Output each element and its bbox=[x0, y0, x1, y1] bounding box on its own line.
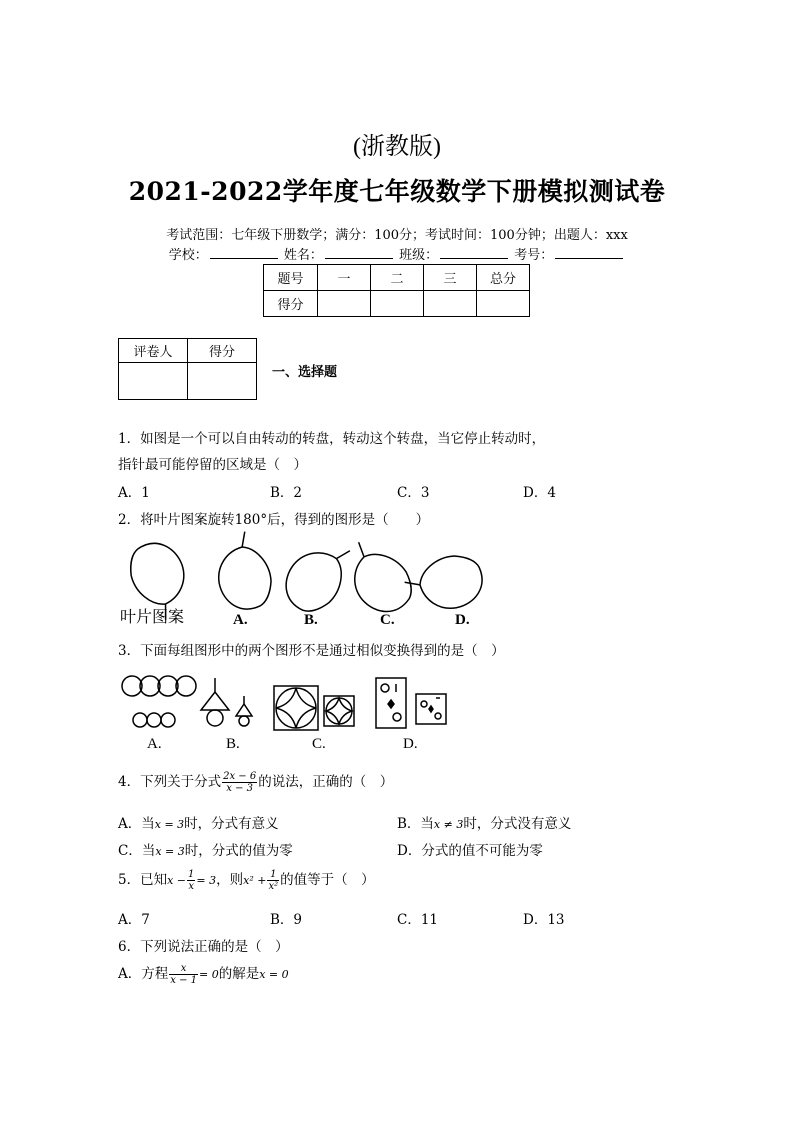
q5-expr2-left: x² + bbox=[243, 874, 267, 887]
q3-label-a[interactable]: A. bbox=[147, 736, 162, 752]
q5-frac2 bbox=[267, 869, 279, 892]
q5-option-d[interactable]: D．13 bbox=[523, 912, 565, 928]
school-label: 学校： bbox=[168, 248, 208, 263]
square-arcs-icon bbox=[274, 686, 354, 730]
q5-option-b[interactable]: B．9 bbox=[270, 912, 303, 928]
q4-stem-after: 的说法，正确的（ ） bbox=[258, 774, 394, 790]
student-info-line bbox=[0, 244, 794, 263]
score-cell[interactable] bbox=[371, 291, 424, 317]
q4-opt-a-post: 时，分式有意义 bbox=[184, 816, 279, 832]
q4-fraction bbox=[222, 771, 257, 794]
q4-opt-c-pre: C．当 bbox=[118, 843, 156, 859]
q5-option-c[interactable]: C．11 bbox=[397, 912, 439, 928]
q6-option-a[interactable] bbox=[118, 962, 289, 986]
question-1-line2: 指针最可能停留的区域是（ ） bbox=[118, 457, 307, 473]
q1-option-b[interactable]: B．2 bbox=[270, 485, 303, 501]
section-title: 一、选择题 bbox=[272, 365, 338, 380]
school-blank[interactable] bbox=[210, 246, 278, 259]
leaf-figure-caption: 叶片图案 bbox=[120, 609, 185, 626]
q5-frac1-num: 1 bbox=[188, 869, 195, 880]
q5-stem-post: 的值等于（ ） bbox=[280, 872, 375, 888]
q2-label-b[interactable]: B. bbox=[304, 612, 318, 628]
q5-frac1 bbox=[187, 869, 195, 892]
q6-opt-a-pre: A．方程 bbox=[118, 966, 169, 982]
score-cell[interactable] bbox=[477, 291, 530, 317]
score-table bbox=[263, 264, 530, 317]
grader-cell[interactable] bbox=[188, 363, 257, 400]
q3-label-b[interactable]: B. bbox=[226, 736, 240, 752]
score-header-cell: 题号 bbox=[264, 265, 318, 291]
q4-opt-c-post: 时，分式的值为零 bbox=[184, 843, 293, 859]
q4-frac-num: 2x − 6 bbox=[223, 771, 257, 782]
q4-opt-a-pre: A．当 bbox=[118, 816, 155, 832]
q4-opt-c-math: x = 3 bbox=[155, 845, 185, 858]
q6-opt-a-mid: 的解是 bbox=[218, 966, 260, 982]
q4-option-d[interactable]: D．分式的值不可能为零 bbox=[397, 843, 543, 859]
question-2-stem: 2．将叶片图案旋转180°后，得到的图形是（ ） bbox=[118, 512, 430, 528]
q5-frac1-den: x bbox=[188, 881, 195, 892]
q6-opt-a-sol: x = 0 bbox=[259, 968, 289, 981]
score-header-cell: 一 bbox=[318, 265, 371, 291]
q6-frac bbox=[169, 963, 198, 986]
q5-expr1-left: x − bbox=[167, 874, 187, 887]
question-5-stem bbox=[118, 868, 375, 892]
q4-frac-den: x − 3 bbox=[226, 783, 254, 794]
name-label: 姓名： bbox=[283, 248, 323, 263]
q4-opt-b-math: x ≠ 3 bbox=[433, 818, 464, 831]
q5-option-a[interactable]: A．7 bbox=[118, 912, 150, 928]
q1-option-c[interactable]: C．3 bbox=[397, 485, 430, 501]
q4-option-b[interactable] bbox=[397, 812, 571, 832]
q4-opt-b-pre: B．当 bbox=[397, 816, 434, 832]
similarity-figures bbox=[118, 672, 458, 738]
page-title: 2021-2022学年度七年级数学下册模拟测试卷 bbox=[128, 177, 666, 206]
score-header-cell: 总分 bbox=[477, 265, 530, 291]
q5-stem-pre: 5．已知 bbox=[118, 872, 168, 888]
q6-frac-num: x bbox=[169, 963, 198, 975]
rings-icon bbox=[122, 676, 196, 727]
grader-header-cell: 得分 bbox=[188, 339, 257, 363]
q5-frac2-num: 1 bbox=[267, 869, 279, 881]
question-3-stem: 3．下面每组图形中的两个图形不是通过相似变换得到的是（ ） bbox=[118, 643, 505, 659]
leaf-option-d-icon bbox=[404, 544, 492, 625]
triangle-circle-icon bbox=[201, 678, 252, 726]
q3-label-d[interactable]: D. bbox=[403, 736, 418, 752]
exam-number-label: 考号： bbox=[514, 248, 554, 263]
q4-opt-b-post: 时，分式没有意义 bbox=[463, 816, 572, 832]
q2-label-a[interactable]: A. bbox=[233, 612, 248, 628]
score-row-label: 得分 bbox=[264, 291, 318, 317]
name-blank[interactable] bbox=[325, 246, 393, 259]
class-label: 班级： bbox=[399, 248, 439, 263]
q3-label-c[interactable]: C. bbox=[312, 736, 326, 752]
q5-expr1-right: = 3 bbox=[196, 874, 217, 887]
q5-stem-mid: ，则 bbox=[216, 872, 244, 888]
q1-option-d[interactable]: D．4 bbox=[523, 485, 556, 501]
q5-frac2-den: x² bbox=[268, 881, 279, 892]
card-icon bbox=[376, 678, 446, 728]
question-1-line1: 1．如图是一个可以自由转动的转盘，转动这个转盘，当它停止转动时， bbox=[118, 431, 546, 447]
exam-number-blank[interactable] bbox=[555, 246, 623, 259]
grader-header-cell: 评卷人 bbox=[119, 339, 188, 363]
leaf-option-a-icon bbox=[202, 531, 283, 619]
q1-option-a[interactable]: A．1 bbox=[118, 485, 150, 501]
question-4-stem bbox=[118, 770, 393, 794]
q2-label-d[interactable]: D. bbox=[455, 612, 470, 628]
leaf-option-b-icon bbox=[278, 534, 352, 619]
score-cell[interactable] bbox=[318, 291, 371, 317]
exam-meta: 考试范围：七年级下册数学；满分：100分；考试时间：100分钟；出题人：xxx bbox=[166, 228, 628, 243]
class-blank[interactable] bbox=[440, 246, 508, 259]
q4-option-c[interactable] bbox=[118, 839, 293, 859]
q6-opt-a-eq: = 0 bbox=[199, 968, 219, 981]
grader-table bbox=[118, 338, 257, 400]
score-cell[interactable] bbox=[424, 291, 477, 317]
grader-cell[interactable] bbox=[119, 363, 188, 400]
edition-label: (浙教版) bbox=[353, 134, 441, 160]
score-header-cell: 二 bbox=[371, 265, 424, 291]
q4-stem-before: 4．下列关于分式 bbox=[118, 774, 222, 790]
q6-frac-den: x − 1 bbox=[170, 975, 197, 986]
question-6-stem: 6．下列说法正确的是（ ） bbox=[118, 939, 289, 955]
q2-label-c[interactable]: C. bbox=[380, 612, 395, 628]
score-header-cell: 三 bbox=[424, 265, 477, 291]
q4-option-a[interactable] bbox=[118, 812, 279, 832]
q4-opt-a-math: x = 3 bbox=[154, 818, 185, 831]
